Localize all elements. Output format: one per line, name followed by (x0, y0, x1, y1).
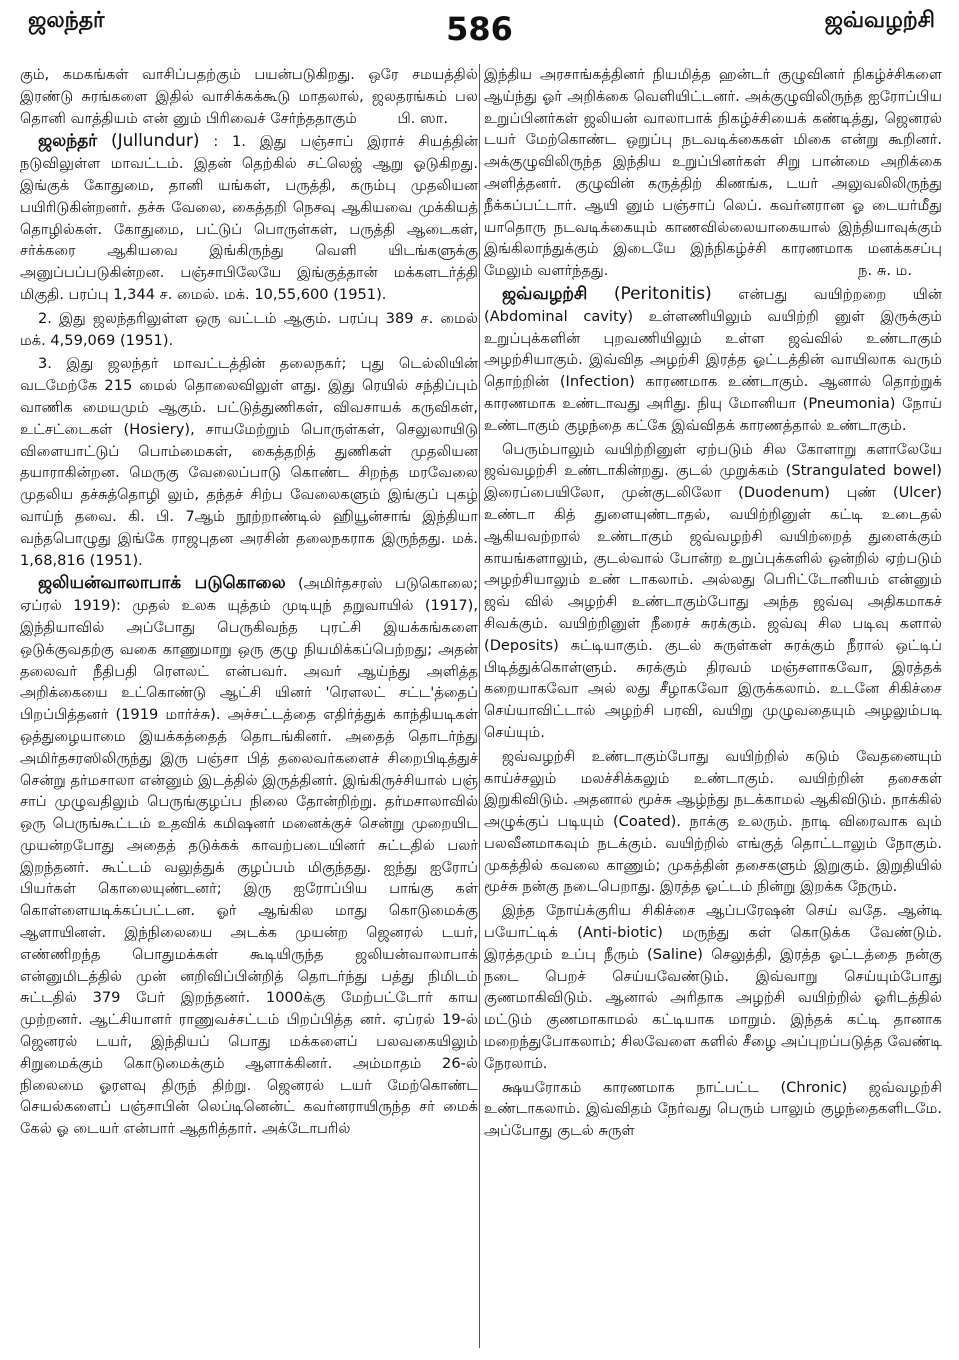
author-initials: பி. ஸா. (397, 109, 448, 127)
entry-paragraph: பெரும்பாலும் வயிற்றினுள் ஏற்படும் சில கோளாறு களாலேயே ஜவ்வழற்சி உண்டாகின்றது. குடல் முறுக்கம் (Strangulated bowel) இரைப்பையிலோ, முன்குடலிலோ (Duodenum) புண் (Ulcer) உண்டா கித் துளையுண்டாதல், வயிற்றினுள் கட்டி உடைதல் ஆகியவற்றால் உண்டாகும் ஜவ்வழற்சி வயிற்றைத் துளைக்கும் காயங்களாலும், குடல்வால் போன்ற உறுப்புக்களில் ஒன்றில் ஏற்படும் அழற்சியாலும் உண் டாகலாம். அல்லது பெரிட்டோனியம் என்னும் ஜவ் வில் அழற்சி உண்டாகும்போது அந்த ஜவ்வு அதிகமாகச் சிவக்கும். வயிற்றினுள் நீரைச் சுரக்கும். ஜவ்வு சில படிவு களால் (Deposits) கட்டியாகும். குடல் சுருள்கள் சுரக்கும் நீரால் ஒட்டிப் பிடித்துக்கொள்ளும். சுரக்கும் திரவம் மஞ்சளாகவோ, இரத்தக் கறையாகவோ அல் லது சீழாகவோ இருக்கலாம். உடனே சிகிச்சை செய்யாவிட்டால் அழற்சி பரவி, வயிறு முழுவதையும் அழலும்படி செய்யும். (484, 440, 942, 741)
entry-paragraph: இந்த நோய்க்குரிய சிகிச்சை ஆப்பரேஷன் செய் வதே. ஆன்டி பயோட்டிக் (Anti-biotic) மருந்து கள் கொடுக்க வேண்டும். இரத்தமும் உப்பு நீரும் (Saline) செலுத்தி, இரத்த ஓட்டத்தை நன்கு நடை பெறச் செய்யவேண்டும். இவ்வாறு செய்யும்போது குணமாகிவிடும். ஆனால் அரிதாக அழற்சி வயிற்றில் ஓரிடத்தில் மட்டும் குணமாகாமல் கட்டியாக மாறும். இந்தக் கட்டி தானாக மறைந்துபோகலாம்; சிலவேளை களில் சீழை அப்புறப்படுத்த வேண்டி நேரலாம். (484, 902, 942, 1072)
entry-jullundur (20, 131, 478, 305)
entry-paragraph: க்ஷயரோகம் காரணமாக நாட்பட்ட (Chronic) ஜவ்வழற்சி உண்டாகலாம். இவ்விதம் நேர்வது பெரும் பாலும் குழந்தைகளிடமே. அப்போது குடல் சுருள் (484, 1078, 942, 1140)
paragraph-text: இந்திய அரசாங்கத்தினர் நியமித்த ஹன்டர் குழுவினர் நிகழ்ச்சிகளை ஆய்ந்து ஓர் அறிக்கை வெளியிட்டனர். அக்குழுவிலிருந்த ஐரோப்பிய உறுப்பினர்கள் ஜலியன் வாலாபாக் நிகழ்ச்சியைக் கண்டித்து, ஜெனரல் டயர் மேற்கொண்ட ஒறுப்பு நடவடிக்கைகள் மிகை என்று கூறினர். அக்குழுவிலிருந்த இந்திய உறுப்பினர்கள் சிறு பான்மை அறிக்கை அளித்தனர். குழுவின் கருத்திற் கிணங்க, டயர் அலுவலிலிருந்து நீக்கப்பட்டார். ஆயி னும் பஞ்சாப் லெப். கவர்னரான ஓ டையர்மீது யாதொரு நடவடிக்கையும் காணவில்லையாகையால் இந்தியாவுக்கும் இங்கிலாந்துக்கும் இடையே இந்நிகழ்ச்சி காரணமாக மனக்கசப்பு மேலும் வளர்ந்தது. (484, 66, 942, 280)
entry-text: : 1. இது பஞ்சாப் இராச் சியத்தின் நடுவிலுள்ள மாவட்டம். இதன் தெற்கில் சட்லெஜ் ஆறு ஓடுகிறது. இங்குக் கோதுமை, தானி யங்கள், பருத்தி, கரும்பு முதலியன பயிரிடுகின்றனர். தச்சு வேலை, கைத்தறி நெசவு ஆகியவை முக்கியத் தொழில்கள். கோதுமை, பட்டுப் பொருள்கள், பருத்தி ஆடைகள், சர்க்கரை ஆகியவை இங்கிருந்து வெளி யிடங்களுக்கு அனுப்பப்படுகின்றன. பஞ்சாபிலேயே இங்குத்தான் மக்களடர்த்தி மிகுதி. பரப்பு 1,344 ச. மைல். மக். 10,55,600 (1951). (20, 133, 478, 303)
entry-heading: ஜலியன்வாலாபாக் படுகொலை (38, 573, 286, 594)
entry-peritonitis (484, 284, 942, 437)
entry-heading: ஜலந்தர் (38, 131, 98, 152)
running-head-right: ஜவ்வழற்சி (824, 8, 935, 33)
running-head-left: ஜலந்தர் (28, 8, 105, 33)
entry-heading: ஜவ்வழற்சி (502, 283, 588, 304)
continuation-paragraph (484, 64, 942, 282)
page-number: 586 (446, 10, 513, 48)
entry-paragraph: ஜவ்வழற்சி உண்டாகும்போது வயிற்றில் கடும் வேதனையும் காய்ச்சலும் மலச்சிக்கலும் உண்டாகும். வயிற்றின் தசைகள் இறுகிவிடும். அதனால் மூச்சு ஆழ்ந்து நடக்காமல் ஆகிவிடும். நாக்கில் அழுக்குப் படியும் (Coated). நாக்கு உலரும். நாடி விரைவாக வும் பலவீனமாகவும் நடக்கும். வயிற்றில் எங்குத் தொட்டாலும் நோகும். முகத்தில் கவலை காணும்; முகத்தின் தசைகளும் இறுகும். இறுதியில் மூச்சு நன்கு நடைபெறாது. இரத்த ஓட்டம் நின்று இறக்க நேரும். (484, 747, 942, 896)
entry-heading-english: (Jullundur) (110, 131, 200, 152)
paragraph-text: கும், கமகங்கள் வாசிப்பதற்கும் பயன்படுகிறது. ஒரே சமயத்தில் இரண்டு சுரங்களை இதில் வாசிக்கக்கூடு மாதலால், ஜலதரங்கம் பல தொனி வாத்தியம் என் னும் பிரிவைச் சேர்ந்ததாகும் (20, 66, 478, 127)
entry-subsection: 3. இது ஜலந்தர் மாவட்டத்தின் தலைநகர்; புது டெல்லியின் வடமேற்கே 215 மைல் தொலைவிலுள் ளது. இது ரெயில் சந்திப்பும் வாணிக மையமும் ஆகும். பட்டுத்துணிகள், விவசாயக் கருவிகள், உட்சட்டைகள் (Hosiery), சாயமேற்றும் பொருள்கள், செலுலாயிடு விளையாட்டுப் பொம்மைகள், கைத்தறித் துணிகள் முதலியன தயாராகின்றன. மெருகு வேலைப்பாடு கொண்ட சிறந்த மரவேலை முதலிய தச்சுத்தொழி லும், தந்தச் சிற்ப வேலைகளும் இங்குப் புகழ் வாய்ந் தவை. கி. பி. 7ஆம் நூற்றாண்டில் ஹியூன்சாங் இந்தியா வந்தபொழுது இங்கே ராஜபுதன அரசின் தலைநகராக இருந்தது. மக். 1,68,816 (1951). (20, 355, 478, 569)
entry-jallianwala (20, 573, 478, 1140)
author-initials: ந. சு. ம. (858, 262, 912, 280)
entry-subsection: 2. இது ஜலந்தரிலுள்ள ஒரு வட்டம் ஆகும். பரப்பு 389 ச. மைல் மக். 4,59,069 (1951). (20, 309, 478, 349)
left-column (20, 64, 478, 1350)
entry-heading-english: (Peritonitis) (613, 283, 712, 304)
column-divider (479, 64, 480, 1348)
continuation-paragraph (20, 64, 478, 129)
page-header (0, 0, 959, 60)
entry-text: என்பது வயிற்றறை யின் (Abdominal cavity) உள்ளணியிலும் வயிற்றி னுள் இருக்கும் உறுப்புக்களின் புறவணியிலும் உள்ள ஜவ்வில் உண்டாகும் அழற்சியாகும். இவ்வித அழற்சி இரத்த ஓட்டத்தின் வாயிலாக வரும் தொற்றின் (Infection) காரணமாக உண்டாகும். ஆனால் தொற்றுக் காரணமாக உண்டாவது அரிது. நியு மோனியா (Pneumonia) நோய் உண்டாகும் குழந்தை கட்கே இவ்விதக் காரணத்தால் உண்டாகும். (484, 285, 942, 434)
right-column (484, 64, 942, 1350)
entry-text: (அமிர்தசரஸ் படுகொலை; ஏப்ரல் 1919): முதல் உலக யுத்தம் முடியுந் தறுவாயில் (1917), இந்தியாவில் அப்போது பெருகிவந்த புரட்சி இயக்கங்களை ஒடுக்குவதற்கு வகை காணுமாறு ஒரு குழு நியமிக்கப்பெற்றது; அதன் தலைவர் நீதிபதி ரௌலட் என்பவர். அவர் ஆய்ந்து அளித்த அறிக்கையை உட்கொண்டு ஆட்சி யினர் 'ரௌலட் சட்ட'த்தைப் பிறப்பித்தனர் (1919 மார்ச்சு). அச்சட்டத்தை எதிர்த்துக் காந்தியடிகள் ஒத்துழையாமை இயக்கத்தைத் தொடங்கினர். அதைத் தொடர்ந்து அமிர்தசரஸிலிருந்து இரு பஞ்சா பித் தலைவர்களைச் சிறைபிடித்துச் சென்று தர்மசாலா என்னும் இடத்தில் இருத்தினர். இங்கிருச்சியால் பஞ் சாப் முழுவதிலும் பெருங்குழப்ப நிலை தோன்றிற்று. தர்மசாலாவில் ஒரு பெருங்கூட்டம் உதவிக் கமிஷனர் மனைக்குச் சென்று முறையிட முயன்றபோது அதைத் தடுக்கக் காவற்படையினர் சுட்டதில் பலர் இறந்தனர். கூட்டம் வலுத்துக் குழப்பம் மிகுந்தது. ஐந்து ஐரோப் பியர்கள் கொலையுண்டனர்; இரு ஐரோப்பிய பாங்கு கள் கொள்ளையடிக்கப்பட்டன. ஓர் ஆங்கில மாது கொடுமைக்கு ஆளாயினள். இந்நிலையை அடக்க முயன்ற ஜெனரல் டயர், எண்ணிறந்த பொதுமக்கள் கூடியிருந்த ஜலியன்வாலாபாக் என்னுமிடத்தில் முன் னறிவிப்பின்றித் தொடர்ந்து பத்து நிமிடம் சுட்டதில் 379 பேர் இறந்தனர். 1000க்கு மேற்பட்டோர் காய முற்றனர். ஆட்சியாளர் ராணுவச்சட்டம் பிறப்பித்த னர். ஏப்ரல் 19-ல் ஜெனரல் டயர், இந்தியப் பொது மக்களைப் பலவகையிலும் சிறுமைக்கும் கொடுமைக்கும் ஆளாக்கினர். அம்மாதம் 26-ல் நிலைமை ஓரளவு திருந் திற்று. ஜெனரல் டயர் மேற்கொண்ட செயல்களைப் பஞ்சாபின் லெப்டினென்ட் கவர்னராயிருந்த சர் மைக் கேல் ஓ டையர் என்பார் ஆதரித்தார். அக்டோபரில் (20, 575, 478, 1138)
